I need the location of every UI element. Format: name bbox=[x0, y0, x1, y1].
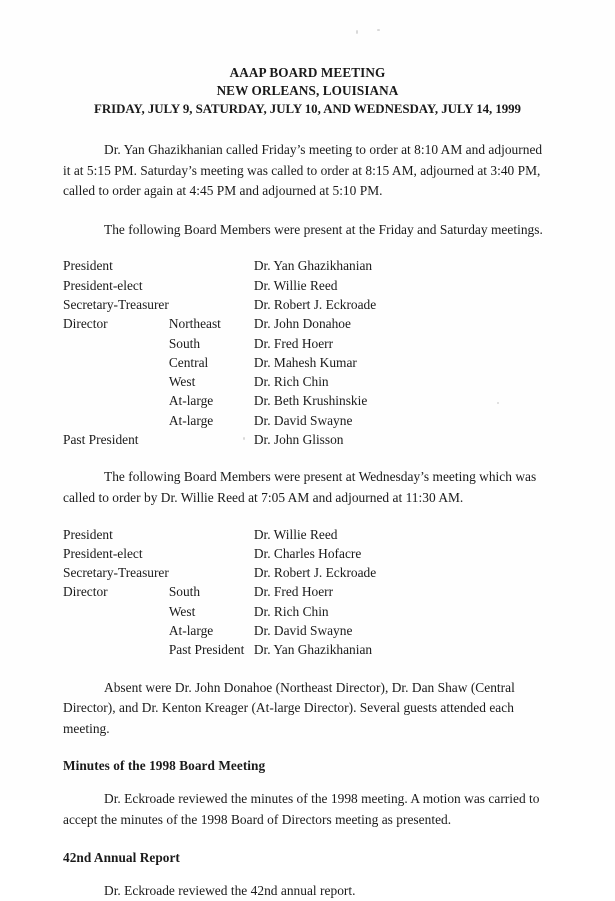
roster-name: Dr. David Swayne bbox=[253, 412, 353, 428]
roster-office: Secretary-Treasurer bbox=[63, 296, 169, 312]
roster-region: Central bbox=[168, 354, 209, 370]
table-row bbox=[63, 525, 504, 544]
roster-table-wednesday bbox=[63, 525, 504, 660]
table-row bbox=[63, 391, 504, 410]
roster-region: Past President bbox=[168, 642, 245, 658]
roster-region: South bbox=[168, 584, 201, 600]
roster-office bbox=[63, 621, 169, 640]
roster-region bbox=[169, 295, 254, 314]
roster-region bbox=[169, 276, 254, 295]
paragraph-wednesday-intro: The following Board Members were present at Wednesday’s meeting which was called to order by Dr. Willie Reed at 7:05 AM and adjourned at 11:30 AM. bbox=[63, 469, 537, 505]
roster-name: Dr. Mahesh Kumar bbox=[253, 354, 357, 370]
paragraph-absent: Absent were Dr. John Donahoe (Northeast Director), Dr. Dan Shaw (Central Director), and Dr. Kenton Kreager (At-large Director). Several guests attended each meeting. bbox=[63, 679, 515, 736]
roster-office: President-elect bbox=[63, 545, 143, 561]
paragraph-annual-report-body: Dr. Eckroade reviewed the 42nd annual report. bbox=[104, 882, 356, 898]
roster-office: Director bbox=[63, 316, 108, 332]
table-row bbox=[63, 563, 504, 582]
roster-body-friday-saturday bbox=[63, 256, 504, 449]
roster-office: Secretary-Treasurer bbox=[63, 565, 169, 581]
roster-name: Dr. Robert J. Eckroade bbox=[253, 296, 377, 312]
section-heading-minutes: Minutes of the 1998 Board Meeting bbox=[63, 758, 266, 774]
roster-office: Past President bbox=[63, 432, 139, 448]
table-row bbox=[63, 314, 504, 333]
roster-office: Director bbox=[63, 584, 108, 600]
table-row bbox=[63, 430, 504, 449]
roster-name: Dr. David Swayne bbox=[253, 623, 353, 639]
roster-region: Northeast bbox=[168, 316, 221, 332]
roster-office: President bbox=[63, 258, 113, 274]
table-row bbox=[63, 256, 504, 275]
table-row bbox=[63, 295, 504, 314]
roster-region: West bbox=[168, 603, 196, 619]
roster-region: South bbox=[168, 335, 201, 351]
table-row bbox=[63, 640, 504, 659]
roster-name: Dr. Willie Reed bbox=[253, 526, 338, 542]
roster-office bbox=[63, 334, 169, 353]
table-row bbox=[63, 544, 504, 563]
roster-name: Dr. Willie Reed bbox=[253, 277, 338, 293]
roster-office bbox=[63, 411, 169, 430]
roster-region bbox=[169, 563, 254, 582]
table-row bbox=[63, 411, 504, 430]
table-row bbox=[63, 582, 504, 601]
roster-name: Dr. Rich Chin bbox=[253, 374, 329, 390]
roster-region: West bbox=[168, 374, 196, 390]
roster-table-friday-saturday bbox=[63, 256, 504, 449]
table-row bbox=[63, 353, 504, 372]
roster-name: Dr. Robert J. Eckroade bbox=[253, 565, 377, 581]
table-row bbox=[63, 276, 504, 295]
title-line-dates: FRIDAY, JULY 9, SATURDAY, JULY 10, AND WEDNESDAY, JULY 14, 1999 bbox=[94, 102, 521, 116]
paragraph-minutes-body: Dr. Eckroade reviewed the minutes of the 1998 meeting. A motion was carried to accept the minutes of the 1998 Board of Directors meeting as presented. bbox=[63, 791, 540, 827]
roster-region bbox=[169, 544, 254, 563]
table-row bbox=[63, 334, 504, 353]
roster-region: At-large bbox=[168, 412, 214, 428]
roster-name: Dr. John Donahoe bbox=[253, 316, 351, 332]
roster-office bbox=[63, 353, 169, 372]
roster-name: Dr. Yan Ghazikhanian bbox=[253, 642, 373, 658]
roster-name: Dr. Rich Chin bbox=[253, 603, 329, 619]
document-body bbox=[63, 0, 552, 901]
paragraph-friday-saturday-intro: The following Board Members were present at the Friday and Saturday meetings. bbox=[104, 221, 543, 237]
roster-name: Dr. Fred Hoerr bbox=[253, 584, 334, 600]
roster-region: At-large bbox=[168, 623, 214, 639]
paragraph-opening: Dr. Yan Ghazikhanian called Friday’s meeting to order at 8:10 AM and adjourned it at 5:15 PM. Saturday’s meeting was called to order at 8:15 AM, adjourned at 3:40 PM, called to order again at 4:45 PM and adjourned at 5:10 PM. bbox=[63, 142, 543, 199]
roster-body-wednesday bbox=[63, 525, 504, 660]
roster-name: Dr. Fred Hoerr bbox=[253, 335, 334, 351]
roster-office bbox=[63, 372, 169, 391]
roster-region bbox=[169, 256, 254, 275]
roster-region bbox=[169, 430, 254, 449]
title-line-organization: AAAP BOARD MEETING bbox=[229, 65, 386, 80]
roster-region bbox=[169, 525, 254, 544]
roster-office bbox=[63, 602, 169, 621]
roster-name: Dr. Yan Ghazikhanian bbox=[253, 258, 373, 274]
roster-office: President-elect bbox=[63, 277, 143, 293]
roster-name: Dr. John Glisson bbox=[253, 432, 344, 448]
roster-office: President bbox=[63, 526, 113, 542]
roster-office bbox=[63, 640, 169, 659]
roster-region: At-large bbox=[168, 393, 214, 409]
title-line-location: NEW ORLEANS, LOUISIANA bbox=[216, 83, 399, 98]
document-title-block bbox=[63, 64, 552, 118]
table-row bbox=[63, 372, 504, 391]
roster-name: Dr. Beth Krushinskie bbox=[253, 393, 368, 409]
roster-name: Dr. Charles Hofacre bbox=[253, 545, 362, 561]
table-row bbox=[63, 621, 504, 640]
roster-office bbox=[63, 391, 169, 410]
table-row bbox=[63, 602, 504, 621]
section-heading-annual-report: 42nd Annual Report bbox=[63, 849, 180, 865]
